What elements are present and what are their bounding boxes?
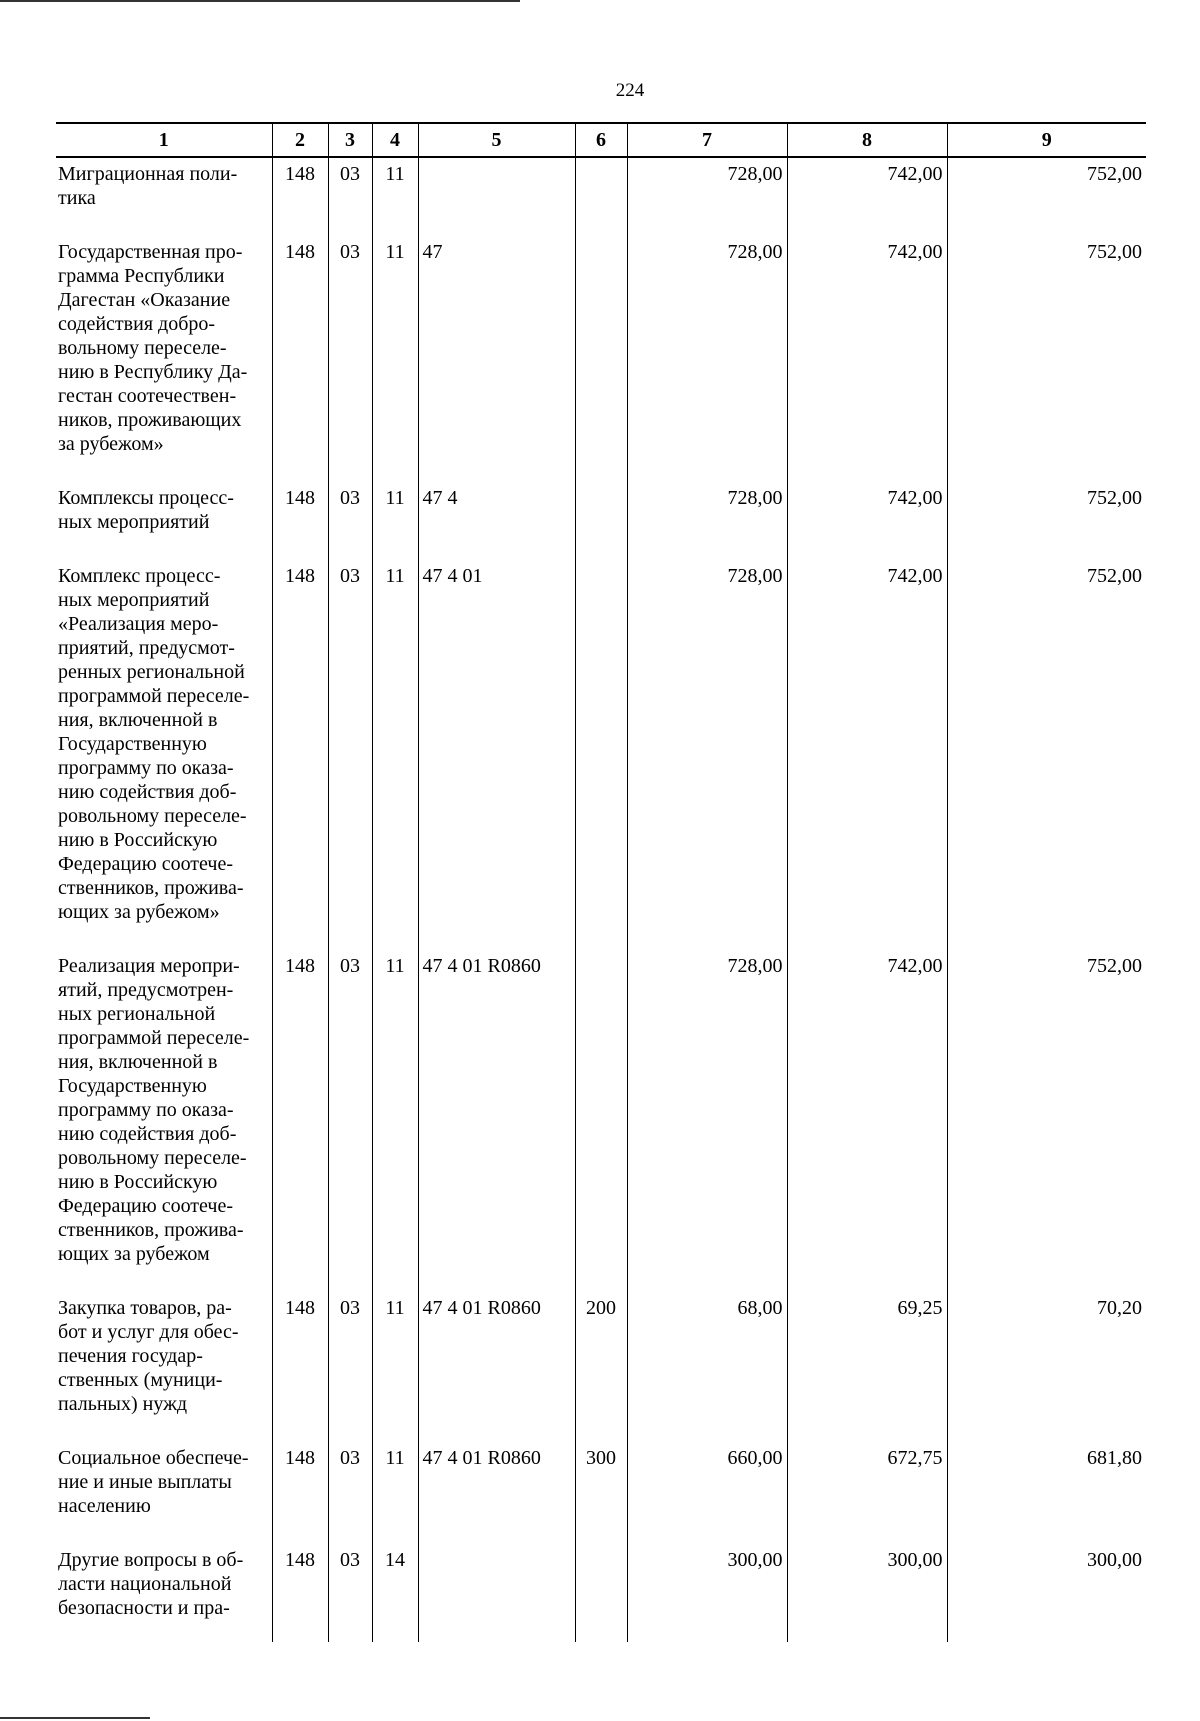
column-header: 9: [947, 123, 1146, 157]
subsection-code-cell: 11: [372, 236, 418, 482]
table-row: [56, 950, 1146, 1292]
column-header: 5: [418, 123, 575, 157]
amount-col9-cell: 752,00: [947, 950, 1146, 1292]
column-header: 3: [328, 123, 372, 157]
section-code-cell: 03: [328, 1544, 372, 1642]
table-row: [56, 1544, 1146, 1642]
table-row: [56, 236, 1146, 482]
amount-col8-cell: 742,00: [787, 950, 947, 1292]
budget-table: [56, 122, 1146, 1642]
expense-type-cell: [575, 950, 627, 1292]
section-code-cell: 03: [328, 482, 372, 560]
ministry-code-cell: 148: [272, 1544, 328, 1642]
target-article-cell: 47 4 01: [418, 560, 575, 950]
expense-type-cell: [575, 236, 627, 482]
target-article-cell: 47 4 01 R0860: [418, 1292, 575, 1442]
column-header: 8: [787, 123, 947, 157]
target-article-cell: [418, 157, 575, 236]
row-name-cell: Миграционная поли- тика: [58, 163, 238, 209]
amount-col9-cell: 300,00: [947, 1544, 1146, 1642]
expense-type-cell: [575, 157, 627, 236]
amount-col9-cell: 752,00: [947, 560, 1146, 950]
table-header-row: [56, 123, 1146, 157]
row-name-cell: Государственная про- грамма Республики Дагестан «Оказание содействия добро- вольному переселе- нию в Республику Да- гестан соотечествен- ников, проживающих за рубежом»: [58, 241, 248, 455]
ministry-code-cell: 148: [272, 1292, 328, 1442]
section-code-cell: 03: [328, 560, 372, 950]
amount-col7-cell: 728,00: [627, 236, 787, 482]
amount-col9-cell: 681,80: [947, 1442, 1146, 1544]
amount-col9-cell: 752,00: [947, 157, 1146, 236]
target-article-cell: 47: [418, 236, 575, 482]
expense-type-cell: 300: [575, 1442, 627, 1544]
expense-type-cell: 200: [575, 1292, 627, 1442]
ministry-code-cell: 148: [272, 157, 328, 236]
ministry-code-cell: 148: [272, 950, 328, 1292]
amount-col9-cell: 70,20: [947, 1292, 1146, 1442]
section-code-cell: 03: [328, 1442, 372, 1544]
column-header: 6: [575, 123, 627, 157]
subsection-code-cell: 11: [372, 482, 418, 560]
expense-type-cell: [575, 482, 627, 560]
amount-col7-cell: 300,00: [627, 1544, 787, 1642]
amount-col7-cell: 728,00: [627, 157, 787, 236]
table-row: [56, 1292, 1146, 1442]
table-row: [56, 1442, 1146, 1544]
column-header: 7: [627, 123, 787, 157]
target-article-cell: 47 4: [418, 482, 575, 560]
subsection-code-cell: 11: [372, 1442, 418, 1544]
subsection-code-cell: 14: [372, 1544, 418, 1642]
expense-type-cell: [575, 560, 627, 950]
section-code-cell: 03: [328, 157, 372, 236]
amount-col8-cell: 742,00: [787, 236, 947, 482]
section-code-cell: 03: [328, 1292, 372, 1442]
target-article-cell: 47 4 01 R0860: [418, 1442, 575, 1544]
row-name-cell: Реализация меропри- ятий, предусмотрен- ных региональной программой переселе- ния, включенной в Государственную программу по оказа- нию содействия доб- ровольному переселе- нию в Российскую Федерацию соотече- ственников, прожива- ющих за рубежом: [58, 955, 250, 1265]
row-name-cell: Другие вопросы в об- ласти национальной безопасности и пра-: [58, 1549, 244, 1619]
amount-col8-cell: 742,00: [787, 560, 947, 950]
column-header: 4: [372, 123, 418, 157]
amount-col9-cell: 752,00: [947, 236, 1146, 482]
expense-type-cell: [575, 1544, 627, 1642]
ministry-code-cell: 148: [272, 236, 328, 482]
amount-col7-cell: 728,00: [627, 560, 787, 950]
row-name-cell: Комплексы процесс- ных мероприятий: [58, 487, 234, 533]
amount-col8-cell: 742,00: [787, 157, 947, 236]
ministry-code-cell: 148: [272, 482, 328, 560]
table-row: [56, 157, 1146, 236]
subsection-code-cell: 11: [372, 157, 418, 236]
amount-col8-cell: 300,00: [787, 1544, 947, 1642]
amount-col7-cell: 660,00: [627, 1442, 787, 1544]
row-name-cell: Социальное обеспече- ние и иные выплаты населению: [58, 1447, 249, 1517]
row-name-cell: Комплекс процесс- ных мероприятий «Реализация меро- приятий, предусмот- ренных региональной программой переселе- ния, включенной в Государственную программу по оказа- нию содействия доб- ровольному переселе- нию в Российскую Федерацию соотече- ственников, прожива- ющих за рубежом»: [58, 565, 250, 923]
target-article-cell: 47 4 01 R0860: [418, 950, 575, 1292]
ministry-code-cell: 148: [272, 1442, 328, 1544]
amount-col8-cell: 742,00: [787, 482, 947, 560]
ministry-code-cell: 148: [272, 560, 328, 950]
target-article-cell: [418, 1544, 575, 1642]
amount-col9-cell: 752,00: [947, 482, 1146, 560]
amount-col8-cell: 672,75: [787, 1442, 947, 1544]
amount-col7-cell: 728,00: [627, 950, 787, 1292]
amount-col8-cell: 69,25: [787, 1292, 947, 1442]
row-name-cell: Закупка товаров, ра- бот и услуг для обес- печения государ- ственных (муници- пальных) нужд: [58, 1297, 239, 1415]
column-header: 2: [272, 123, 328, 157]
amount-col7-cell: 68,00: [627, 1292, 787, 1442]
column-header: 1: [56, 123, 272, 157]
subsection-code-cell: 11: [372, 1292, 418, 1442]
scan-bottom-rule: [0, 1717, 150, 1719]
table-row: [56, 482, 1146, 560]
section-code-cell: 03: [328, 236, 372, 482]
table-row: [56, 560, 1146, 950]
amount-col7-cell: 728,00: [627, 482, 787, 560]
subsection-code-cell: 11: [372, 560, 418, 950]
page-number: 224: [615, 80, 645, 101]
section-code-cell: 03: [328, 950, 372, 1292]
scan-top-rule: [0, 0, 520, 2]
subsection-code-cell: 11: [372, 950, 418, 1292]
